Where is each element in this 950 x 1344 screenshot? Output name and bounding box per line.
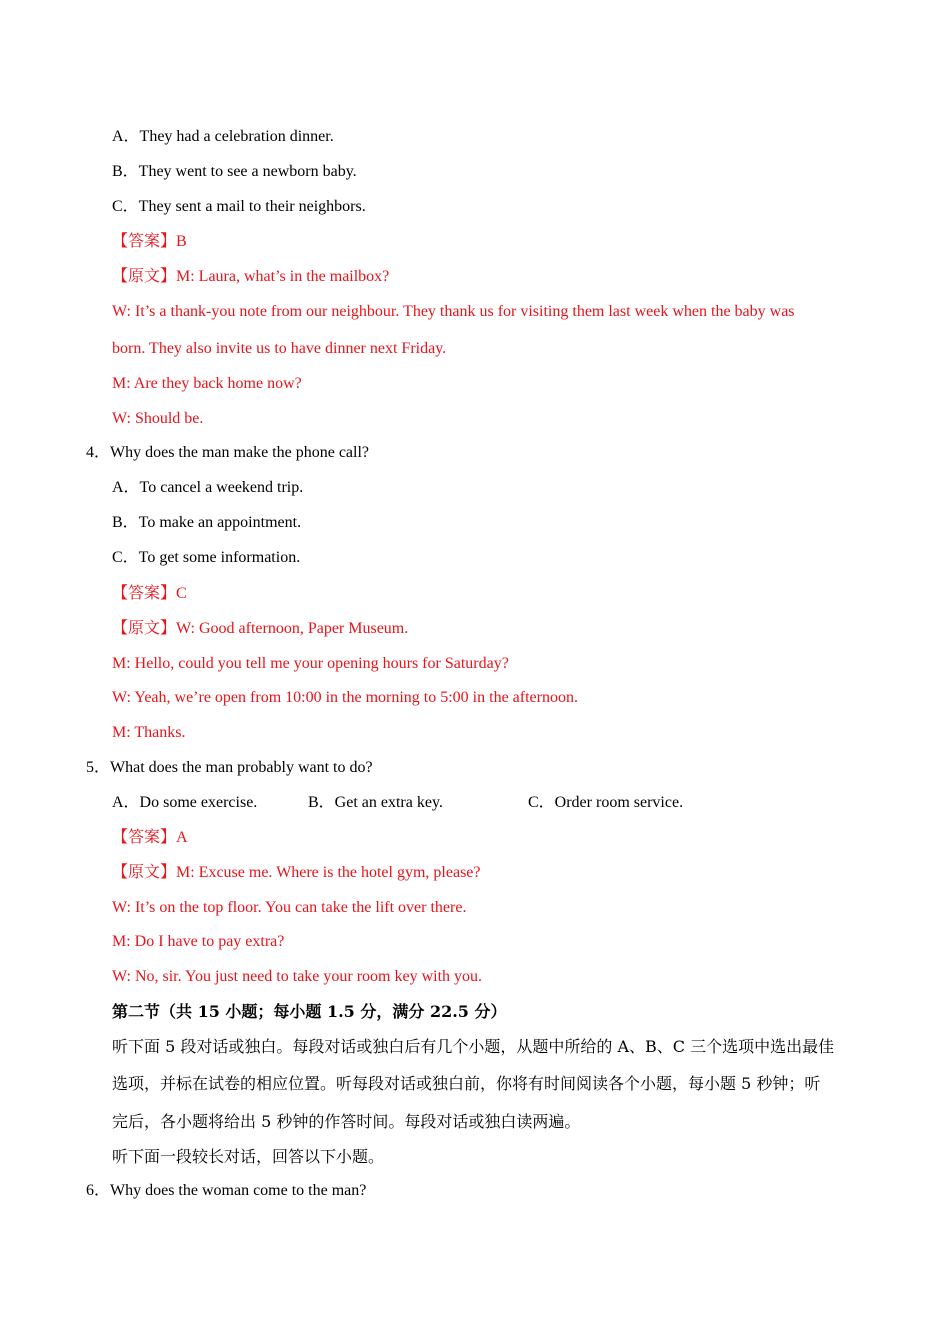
q5-question: 5．What does the man probably want to do? [86,759,373,776]
q5-option-c: C．Order room service. [528,794,684,811]
q3-transcript-line: born. They also invite us to have dinner next Friday. [112,340,447,357]
q5-transcript-line: W: No, sir. You just need to take your room key with you. [112,968,483,985]
section2-heading: 第二节（共 15 小题；每小题 1.5 分，满分 22.5 分） [112,1002,507,1021]
q5-option-a: A．Do some exercise. [112,794,258,811]
q3-transcript-line: 【原文】M: Laura, what’s in the mailbox? [112,268,390,285]
q5-transcript-line: 【原文】M: Excuse me. Where is the hotel gym, please? [112,864,481,881]
q5-option-b: B．Get an extra key. [308,794,443,811]
q4-option-b: B．To make an appointment. [112,514,302,531]
q4-transcript-line: 【原文】W: Good afternoon, Paper Museum. [112,620,409,637]
q3-answer: 【答案】B [112,233,187,250]
q4-transcript-line: M: Hello, could you tell me your opening hours for Saturday? [112,655,509,672]
q4-question: 4．Why does the man make the phone call? [86,444,370,461]
q5-transcript-line: W: It’s on the top floor. You can take the lift over there. [112,899,467,916]
q4-option-c: C．To get some information. [112,549,301,566]
section2-instruction-line: 完后，各小题将给出 5 秒钟的作答时间。每段对话或独白读两遍。 [112,1112,581,1131]
q4-transcript-line: M: Thanks. [112,724,186,741]
q5-answer: 【答案】A [112,829,188,846]
q3-transcript-line: M: Are they back home now? [112,375,302,392]
q3-option-b: B．They went to see a newborn baby. [112,163,357,180]
q6-question: 6．Why does the woman come to the man? [86,1182,367,1199]
q5-transcript-line: M: Do I have to pay extra? [112,933,285,950]
q3-transcript-line: W: It’s a thank-you note from our neighbour. They thank us for visiting them last week when the baby was [112,303,795,320]
section2-instruction-line: 选项，并标在试卷的相应位置。听每段对话或独白前，你将有时间阅读各个小题，每小题 5 秒钟；听 [112,1074,821,1093]
section2-instruction-line: 听下面 5 段对话或独白。每段对话或独白后有几个小题，从题中所给的 A、B、C 三个选项中选出最佳 [112,1037,835,1056]
q3-transcript-line: W: Should be. [112,410,204,427]
q4-transcript-line: W: Yeah, we’re open from 10:00 in the morning to 5:00 in the afternoon. [112,689,578,706]
q3-option-a: A．They had a celebration dinner. [112,128,334,145]
q4-answer: 【答案】C [112,585,187,602]
section2-lead-in: 听下面一段较长对话，回答以下小题。 [112,1147,385,1166]
q3-option-c: C．They sent a mail to their neighbors. [112,198,366,215]
q4-option-a: A．To cancel a weekend trip. [112,479,304,496]
